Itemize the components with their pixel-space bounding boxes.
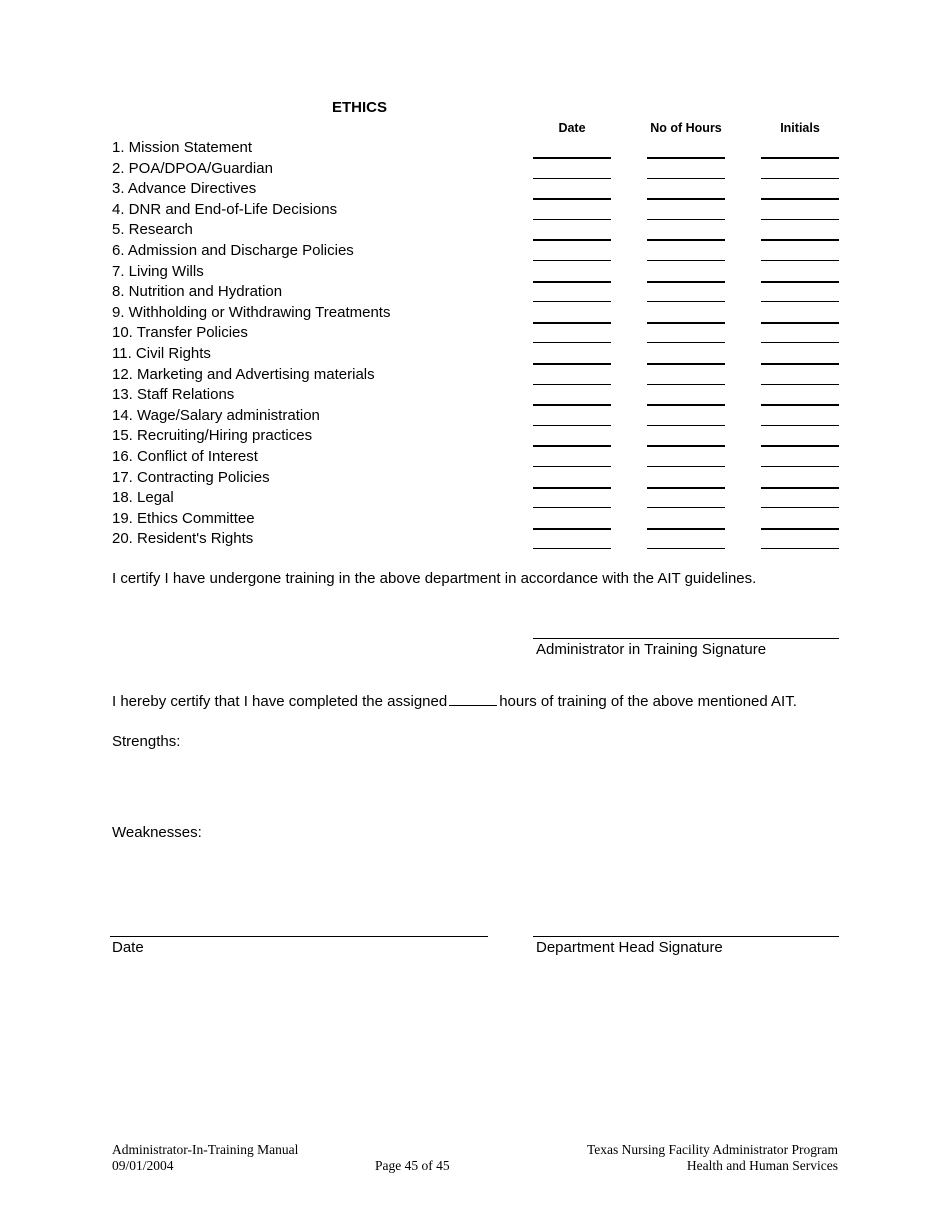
column-header-date: Date <box>558 121 586 135</box>
checklist-item: 10. Transfer Policies <box>112 324 248 342</box>
checklist-item: 11. Civil Rights <box>112 345 211 362</box>
initials-line[interactable] <box>761 157 839 159</box>
dept-head-signature-line[interactable] <box>533 936 839 937</box>
checklist-item: 19. Ethics Committee <box>112 509 255 527</box>
hours-line[interactable] <box>647 239 725 241</box>
initials-line[interactable] <box>761 260 839 261</box>
date-line[interactable] <box>533 342 611 343</box>
date-line[interactable] <box>533 157 611 159</box>
date-line[interactable] <box>110 936 488 937</box>
hours-line[interactable] <box>647 281 725 283</box>
checklist-item: 3. Advance Directives <box>112 180 257 198</box>
date-line[interactable] <box>533 363 611 365</box>
initials-line[interactable] <box>761 466 839 467</box>
footer-date: 09/01/2004 <box>112 1158 174 1173</box>
hours-line[interactable] <box>647 363 725 365</box>
initials-line[interactable] <box>761 487 839 489</box>
checklist-item: 18. Legal <box>112 489 174 507</box>
checklist-item: 12. Marketing and Advertising materials <box>112 365 375 383</box>
hours-text-after: hours of training of the above mentioned AIT. <box>499 693 797 710</box>
hours-line[interactable] <box>647 198 725 200</box>
date-line[interactable] <box>533 404 611 406</box>
initials-line[interactable] <box>761 548 839 549</box>
date-line[interactable] <box>533 425 611 426</box>
initials-line[interactable] <box>761 178 839 179</box>
hours-line[interactable] <box>647 384 725 385</box>
footer-manual-title: Administrator-In-Training Manual <box>112 1142 299 1157</box>
date-line[interactable] <box>533 445 611 447</box>
ait-signature-line[interactable] <box>533 638 839 639</box>
date-line[interactable] <box>533 487 611 489</box>
certify-statement: I certify I have undergone training in the above department in accordance with the AIT guidelines. <box>112 570 757 587</box>
checklist-item: 8. Nutrition and Hydration <box>112 283 283 301</box>
dept-head-signature-label: Department Head Signature <box>536 939 723 956</box>
date-line[interactable] <box>533 384 611 385</box>
column-header-hours: No of Hours <box>650 121 722 135</box>
hours-line[interactable] <box>647 219 725 220</box>
hours-line[interactable] <box>647 548 725 549</box>
date-line[interactable] <box>533 507 611 508</box>
hours-text-before: I hereby certify that I have completed the assigned <box>112 693 448 710</box>
checklist-item: 14. Wage/Salary administration <box>112 406 320 424</box>
checklist-item: 16. Conflict of Interest <box>112 448 258 465</box>
initials-line[interactable] <box>761 425 839 426</box>
checklist-item: 7. Living Wills <box>112 262 204 280</box>
hours-line[interactable] <box>647 528 725 530</box>
hours-line[interactable] <box>647 425 725 426</box>
hours-line[interactable] <box>647 404 725 406</box>
initials-line[interactable] <box>761 404 839 406</box>
initials-line[interactable] <box>761 281 839 283</box>
date-line[interactable] <box>533 178 611 179</box>
hours-line[interactable] <box>647 301 725 302</box>
checklist-item: 13. Staff Relations <box>112 386 235 404</box>
checklist-item: 20. Resident's Rights <box>112 530 254 548</box>
hours-line[interactable] <box>647 487 725 489</box>
ait-signature-label: Administrator in Training Signature <box>536 641 767 658</box>
checklist-item: 1. Mission Statement <box>112 139 253 156</box>
date-line[interactable] <box>533 260 611 261</box>
initials-line[interactable] <box>761 239 839 241</box>
hours-line[interactable] <box>647 157 725 159</box>
footer-left <box>112 1142 298 1174</box>
hours-blank-field[interactable] <box>449 691 497 706</box>
date-line[interactable] <box>533 198 611 200</box>
hours-line[interactable] <box>647 260 725 261</box>
initials-line[interactable] <box>761 342 839 343</box>
date-label: Date <box>112 939 144 956</box>
date-line[interactable] <box>533 322 611 324</box>
date-line[interactable] <box>533 219 611 220</box>
footer-agency: Health and Human Services <box>686 1158 838 1173</box>
hours-line[interactable] <box>647 507 725 508</box>
initials-line[interactable] <box>761 528 839 530</box>
date-line[interactable] <box>533 281 611 283</box>
initials-line[interactable] <box>761 445 839 447</box>
hours-line[interactable] <box>647 178 725 179</box>
checklist-item: 4. DNR and End-of-Life Decisions <box>112 200 338 218</box>
hours-line[interactable] <box>647 445 725 447</box>
column-header-initials: Initials <box>780 121 820 135</box>
checklist-item: 15. Recruiting/Hiring practices <box>112 427 313 445</box>
checklist-item: 2. POA/DPOA/Guardian <box>112 159 273 177</box>
checklist-item: 17. Contracting Policies <box>112 468 270 486</box>
initials-line[interactable] <box>761 384 839 385</box>
initials-line[interactable] <box>761 507 839 508</box>
date-line[interactable] <box>533 466 611 467</box>
initials-line[interactable] <box>761 301 839 302</box>
initials-line[interactable] <box>761 219 839 220</box>
checklist-item: 6. Admission and Discharge Policies <box>112 242 354 259</box>
initials-line[interactable] <box>761 363 839 365</box>
footer-page-number: Page 45 of 45 <box>375 1158 450 1173</box>
hours-line[interactable] <box>647 466 725 467</box>
hours-certify-statement <box>112 691 797 710</box>
date-line[interactable] <box>533 301 611 302</box>
footer-right <box>587 1142 838 1174</box>
hours-line[interactable] <box>647 322 725 324</box>
date-line[interactable] <box>533 548 611 549</box>
date-line[interactable] <box>533 239 611 241</box>
checklist-item: 9. Withholding or Withdrawing Treatments <box>112 303 391 321</box>
initials-line[interactable] <box>761 198 839 200</box>
weaknesses-label: Weaknesses: <box>112 824 202 841</box>
strengths-label: Strengths: <box>112 733 181 750</box>
hours-line[interactable] <box>647 342 725 343</box>
section-title: ETHICS <box>332 99 388 116</box>
initials-line[interactable] <box>761 322 839 324</box>
date-line[interactable] <box>533 528 611 530</box>
footer-program: Texas Nursing Facility Administrator Program <box>586 1142 838 1157</box>
checklist-item: 5. Research <box>112 221 193 239</box>
